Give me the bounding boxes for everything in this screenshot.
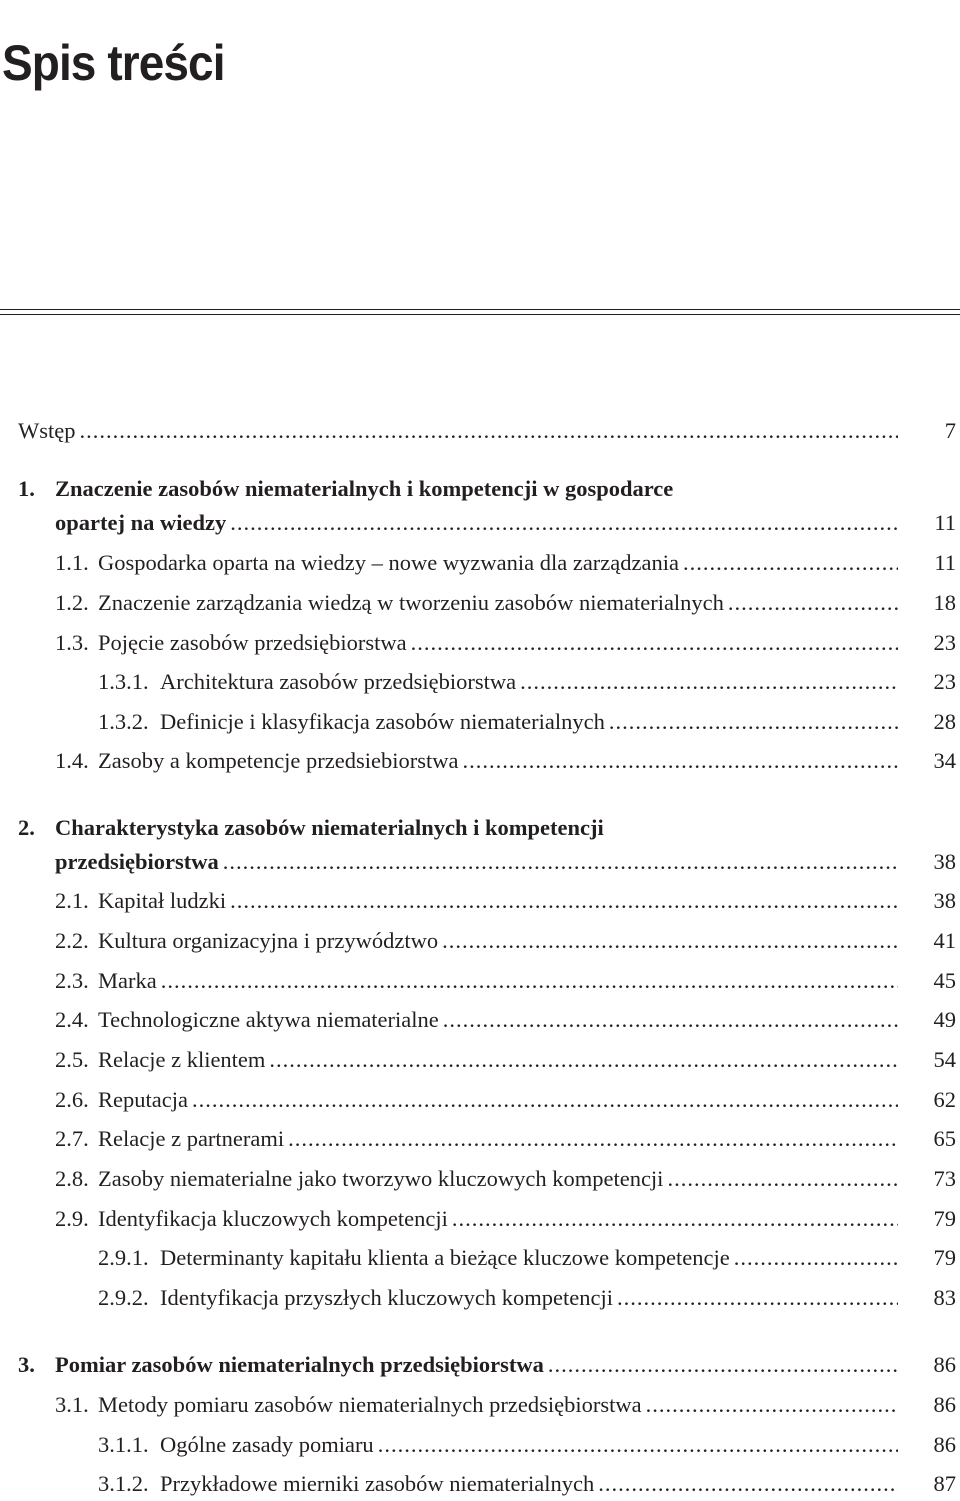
toc-entry-number: 2.9.1. <box>98 1245 149 1270</box>
dot-leader <box>230 884 898 918</box>
toc-entry-title: Metody pomiaru zasobów niematerialnych przedsiębiorstwa <box>98 1392 642 1417</box>
toc-entry-number: 2.1. <box>55 888 89 913</box>
toc-entry-title: Zasoby niematerialne jako tworzywo kluczowych kompetencji <box>98 1166 664 1191</box>
toc-entry[interactable] <box>0 1348 960 1382</box>
toc-entry[interactable] <box>0 811 960 845</box>
toc-entry-number: 2.8. <box>55 1166 89 1191</box>
toc-entry[interactable] <box>0 1003 960 1037</box>
dot-leader <box>452 1202 898 1236</box>
toc-entry-title: Marka <box>98 968 157 993</box>
toc-entry-page: 87 <box>933 1471 956 1496</box>
toc-entry-page: 49 <box>933 1007 956 1032</box>
toc-entry-page: 83 <box>933 1285 956 1310</box>
toc-entry-page: 65 <box>933 1126 956 1151</box>
toc-entry[interactable] <box>0 472 960 506</box>
toc-entry[interactable] <box>0 705 960 739</box>
toc-entry-title: Architektura zasobów przedsiębiorstwa <box>160 669 517 694</box>
toc-entry[interactable] <box>0 1043 960 1077</box>
toc-entry-title: Charakterystyka zasobów niematerialnych i kompetencji <box>55 815 604 840</box>
toc-entry-number: 3.1.1. <box>98 1432 149 1457</box>
toc-entry[interactable] <box>0 506 960 540</box>
page-title: Spis treści <box>2 35 225 91</box>
dot-leader <box>442 924 898 958</box>
toc-entry-page: 18 <box>933 590 956 615</box>
dot-leader <box>734 1241 898 1275</box>
toc-entry-number: 2.4. <box>55 1007 89 1032</box>
toc-entry[interactable] <box>0 546 960 580</box>
toc-entry-number: 2.6. <box>55 1087 89 1112</box>
toc-entry[interactable] <box>0 1162 960 1196</box>
toc-entry-page: 11 <box>934 510 956 535</box>
dot-leader <box>463 744 899 778</box>
dot-leader <box>79 414 898 448</box>
dot-leader <box>520 665 898 699</box>
toc-entry-title: Relacje z klientem <box>98 1047 266 1072</box>
dot-leader <box>598 1467 898 1501</box>
toc-entry-title: Reputacja <box>98 1087 188 1112</box>
toc-entry[interactable] <box>0 1428 960 1462</box>
toc-entry-number: 1.3.1. <box>98 669 149 694</box>
toc-entry-number: 1.3.2. <box>98 709 149 734</box>
toc-entry[interactable] <box>0 1122 960 1156</box>
toc-entry-number: 1.3. <box>55 630 89 655</box>
toc-entry-page: 11 <box>934 550 956 575</box>
toc-entry-title: Wstęp <box>18 418 76 443</box>
toc-entry-page: 86 <box>933 1352 956 1377</box>
toc-entry-page: 79 <box>933 1245 956 1270</box>
dot-leader <box>230 506 898 540</box>
toc-entry-title: Ogólne zasady pomiaru <box>160 1432 374 1457</box>
toc-entry[interactable] <box>0 884 960 918</box>
toc-entry-page: 79 <box>933 1206 956 1231</box>
toc-entry-title: Pomiar zasobów niematerialnych przedsiębiorstwa <box>55 1352 544 1377</box>
toc-entry-number: 1.4. <box>55 748 89 773</box>
toc-entry-title: Relacje z partnerami <box>98 1126 285 1151</box>
toc-entry-number: 2.2. <box>55 928 89 953</box>
toc-entry-title: przedsiębiorstwa <box>55 849 219 874</box>
toc-entry-number: 2. <box>18 815 35 840</box>
toc-entry-number: 3. <box>18 1352 35 1377</box>
toc-entry-number: 2.3. <box>55 968 89 993</box>
dot-leader <box>223 845 898 879</box>
toc-entry[interactable] <box>0 964 960 998</box>
toc-entry-page: 62 <box>933 1087 956 1112</box>
toc-entry-number: 2.7. <box>55 1126 89 1151</box>
toc-entry-number: 3.1. <box>55 1392 89 1417</box>
toc-entry-title: opartej na wiedzy <box>55 510 227 535</box>
toc-entry-title: Kultura organizacyjna i przywództwo <box>98 928 439 953</box>
toc-entry[interactable] <box>0 1467 960 1501</box>
toc-entry-title: Pojęcie zasobów przedsiębiorstwa <box>98 630 407 655</box>
dot-leader <box>269 1043 898 1077</box>
toc-entry-page: 73 <box>933 1166 956 1191</box>
toc-entry-title: Identyfikacja przyszłych kluczowych kompetencji <box>160 1285 613 1310</box>
toc-entry[interactable] <box>0 1388 960 1422</box>
toc-entry-page: 45 <box>933 968 956 993</box>
toc-entry-page: 7 <box>944 418 956 443</box>
toc-entry[interactable] <box>0 1202 960 1236</box>
toc-entry-page: 86 <box>933 1392 956 1417</box>
toc-entry-page: 38 <box>933 849 956 874</box>
dot-leader <box>161 964 898 998</box>
toc-entry[interactable] <box>0 1083 960 1117</box>
toc-entry-title: Gospodarka oparta na wiedzy – nowe wyzwania dla zarządzania <box>98 550 679 575</box>
toc-entry[interactable] <box>0 1281 960 1315</box>
toc-entry-number: 1. <box>18 476 35 501</box>
toc-entry-page: 34 <box>933 748 956 773</box>
toc-entry-title: Determinanty kapitału klienta a bieżące kluczowe kompetencje <box>160 1245 730 1270</box>
toc-entry-title: Technologiczne aktywa niematerialne <box>98 1007 439 1032</box>
title-rule-bottom <box>0 314 960 315</box>
dot-leader <box>378 1428 898 1462</box>
toc-entry-number: 1.2. <box>55 590 89 615</box>
toc-entry-page: 23 <box>933 669 956 694</box>
toc-entry-number: 2.5. <box>55 1047 89 1072</box>
toc-entry-title: Znaczenie zarządzania wiedzą w tworzeniu zasobów niematerialnych <box>98 590 724 615</box>
toc-entry[interactable] <box>0 1241 960 1275</box>
toc-entry[interactable] <box>0 845 960 879</box>
dot-leader <box>617 1281 898 1315</box>
toc-entry[interactable] <box>0 744 960 778</box>
toc-entry-number: 3.1.2. <box>98 1471 149 1496</box>
toc-entry[interactable] <box>0 626 960 660</box>
toc-entry-title: Identyfikacja kluczowych kompetencji <box>98 1206 448 1231</box>
toc-entry-title: Znaczenie zasobów niematerialnych i kompetencji w gospodarce <box>55 476 674 501</box>
dot-leader <box>288 1122 898 1156</box>
dot-leader <box>646 1388 898 1422</box>
dot-leader <box>411 626 898 660</box>
toc-entry-page: 86 <box>933 1432 956 1457</box>
toc-entry-number: 1.1. <box>55 550 89 575</box>
toc-entry[interactable] <box>0 665 960 699</box>
dot-leader <box>192 1083 898 1117</box>
toc-entry-page: 23 <box>933 630 956 655</box>
toc-entry[interactable] <box>0 924 960 958</box>
toc-entry-page: 54 <box>933 1047 956 1072</box>
toc-entry-page: 28 <box>933 709 956 734</box>
toc-entry-page: 41 <box>933 928 956 953</box>
toc-entry-title: Zasoby a kompetencje przedsiebiorstwa <box>98 748 459 773</box>
toc-entry-title: Przykładowe mierniki zasobów niematerialnych <box>160 1471 595 1496</box>
toc-entry-title: Kapitał ludzki <box>98 888 227 913</box>
toc-entry-number: 2.9.2. <box>98 1285 149 1310</box>
dot-leader <box>609 705 898 739</box>
dot-leader <box>548 1348 898 1382</box>
dot-leader <box>683 546 898 580</box>
dot-leader <box>443 1003 898 1037</box>
title-rule-top <box>0 309 960 310</box>
toc-entry[interactable] <box>0 414 960 448</box>
toc-entry-page: 38 <box>933 888 956 913</box>
dot-leader <box>667 1162 898 1196</box>
dot-leader <box>728 586 898 620</box>
toc-entry-number: 2.9. <box>55 1206 89 1231</box>
toc-entry-title: Definicje i klasyfikacja zasobów niematerialnych <box>160 709 605 734</box>
toc-entry[interactable] <box>0 586 960 620</box>
